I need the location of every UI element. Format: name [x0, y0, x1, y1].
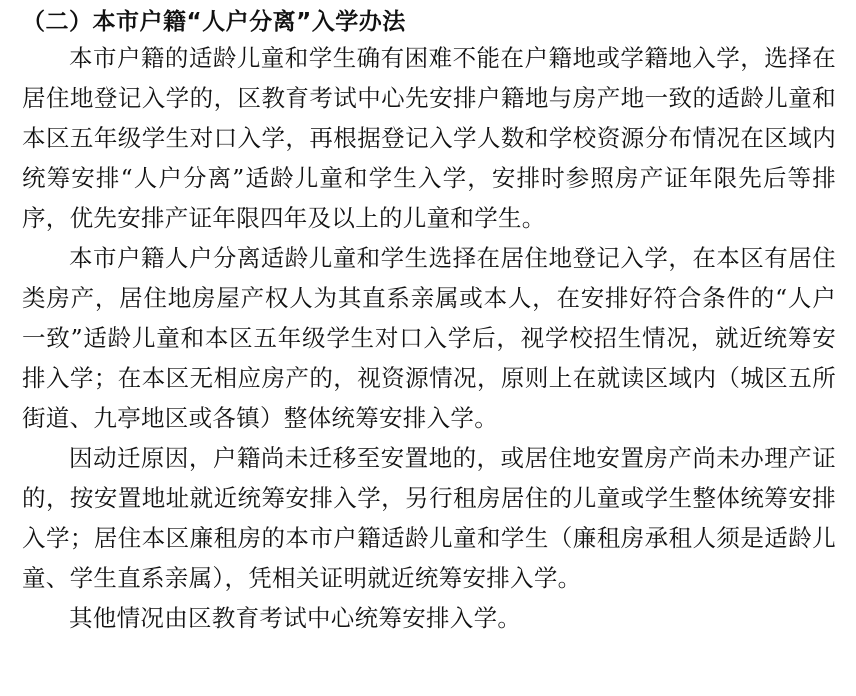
paragraph-residence-registration: 本市户籍人户分离适龄儿童和学生选择在居住地登记入学，在本区有居住类房产，居住地房屋产权人为其直系亲属或本人，在安排好符合条件的“人户一致”适龄儿童和本区五年级学生对口入学后，视学校招生情况，就近统筹安排入学；在本区无相应房产的，视资源情况，原则上在就读区域内（城区五所街道、九亭地区或各镇）整体统筹安排入学。	[22, 244, 836, 432]
section-heading: （二）本市户籍“人户分离”入学办法	[22, 9, 406, 35]
paragraph-other-cases: 其他情况由区教育考试中心统筹安排入学。	[69, 604, 522, 632]
paragraph-primary-priority: 本市户籍的适龄儿童和学生确有困难不能在户籍地或学籍地入学，选择在居住地登记入学的，区教育考试中心先安排户籍地与房产地一致的适龄儿童和本区五年级学生对口入学，再根据登记入学人数和学校资源分布情况在区域内统筹安排“人户分离”适龄儿童和学生入学，安排时参照房产证年限先后等排序，优先安排产证年限四年及以上的儿童和学生。	[22, 44, 836, 232]
paragraph-relocation: 因动迁原因，户籍尚未迁移至安置地的，或居住地安置房产尚未办理产证的，按安置地址就近统筹安排入学，另行租房居住的儿童或学生整体统筹安排入学；居住本区廉租房的本市户籍适龄儿童和学生（廉租房承租人须是适龄儿童、学生直系亲属），凭相关证明就近统筹安排入学。	[22, 444, 836, 592]
